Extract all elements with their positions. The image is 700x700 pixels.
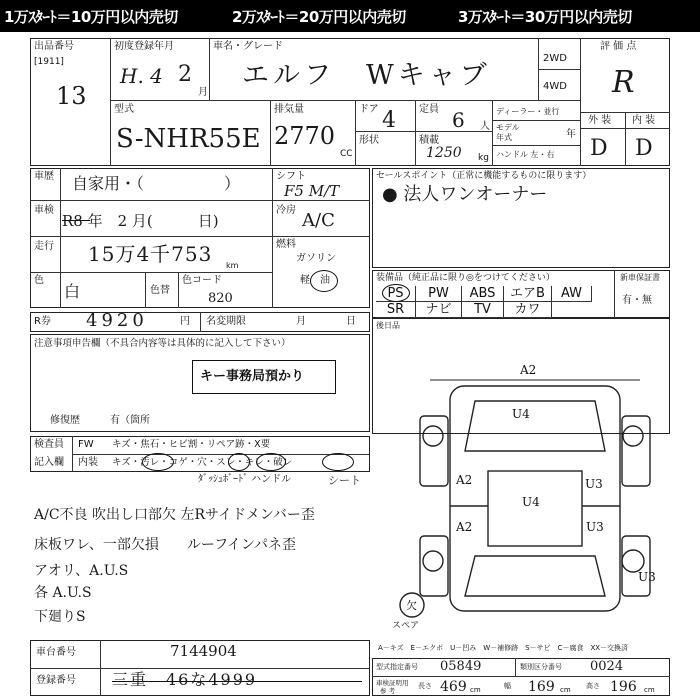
type-cert-label: 型式指定番号 [376, 663, 418, 671]
lot-code: [1911] [34, 57, 64, 67]
interior-score: D [635, 136, 653, 161]
aftermarket-label: 後日品 [376, 321, 400, 330]
inspection-strikethrough [62, 220, 90, 221]
model-code-label: 型式 [114, 104, 134, 115]
first-registration-era: H. 4 [120, 64, 163, 88]
first-registration-label: 初度登録年月 [114, 41, 174, 52]
sales-point-block [372, 168, 670, 268]
drive-4wd: 4WD [543, 81, 567, 92]
inspector-label-1: 検査員 [34, 439, 64, 450]
width-label: 幅 [504, 682, 511, 690]
mileage-label: 走行 [34, 241, 54, 252]
equipment-item: AW [552, 286, 592, 302]
notes-label: 注意事項申告欄（不具合内容等は具体的に記入して下さい） [34, 338, 291, 349]
month-unit: 月 [198, 87, 208, 98]
width-unit: cm [560, 686, 571, 694]
mileage-value: 15万4千753 [88, 242, 213, 266]
height-unit: cm [644, 686, 655, 694]
model-code-value: S-NHR55E [116, 124, 261, 154]
name-change-month: 月 [296, 316, 306, 327]
equipment-item: TV [462, 302, 504, 318]
equipment-item: カワ [504, 302, 552, 318]
evaluation-score: R [612, 65, 635, 100]
ac-value: A/C [302, 210, 335, 231]
diagram-mark-5: U3 [586, 520, 604, 534]
color-code-label: 色コード [182, 275, 222, 286]
inspector-sub-seat: シート [328, 474, 361, 487]
chassis-number-value: 7144904 [170, 642, 237, 660]
repair-history-value: 有（箇所 [110, 415, 150, 426]
history-value: 自家用・（ ） [72, 174, 241, 193]
warranty-label: 新車保証書 [620, 273, 660, 282]
equipment-item: ABS [462, 286, 504, 302]
remark-line: 各 A.U.S [34, 585, 92, 601]
height-value: 196 [610, 679, 637, 695]
capacity-value: 6 [452, 108, 465, 132]
class-label: 類別区分番号 [520, 663, 562, 671]
warranty-value: 有・無 [622, 295, 652, 306]
certificate-ref-label-2: 参 考 [380, 687, 396, 695]
capacity-label: 定員 [419, 104, 439, 115]
displacement-value: 2770 [274, 122, 336, 150]
diagram-mark-top: A2 [520, 363, 537, 377]
remark-line: アオリ、A.U.S [34, 563, 129, 579]
lot-number-label: 出品番号 [34, 41, 74, 52]
key-stamp-text: キー事務局預かり [200, 369, 305, 384]
type-cert-value: 05849 [440, 659, 482, 674]
ac-label: 冷房 [276, 205, 296, 216]
equipment-item: PW [416, 286, 462, 302]
equipment-item: ナビ [416, 302, 462, 318]
circle-wear [256, 453, 286, 471]
wheel-mark-rr [622, 550, 644, 572]
equipment-item: PS [376, 286, 416, 302]
spare-label: スペア [392, 621, 420, 631]
shift-value: F5 M/T [284, 182, 340, 200]
exterior-label: 外 装 [588, 115, 612, 126]
inspector-label-2: 記入欄 [34, 457, 64, 468]
exterior-score: D [590, 136, 608, 161]
damage-legend: A－キズ E－エクボ U－凹み W－補修跡 S－サビ C－腐食 XX－交換済 [378, 644, 629, 652]
width-value: 169 [528, 679, 555, 695]
circle-stain [142, 453, 174, 471]
chassis-number-label: 車台番号 [36, 647, 76, 658]
doors-label: ドア [359, 104, 379, 115]
inspection-label: 車検 [34, 205, 54, 216]
inspector-fw-row: キズ・焦石・ヒビ割・リペア跡・X要 [112, 439, 271, 450]
doors-value: 4 [382, 108, 396, 133]
circle-tear [322, 453, 354, 471]
remark-line: 床板ワレ、一部欠損 ルーフインパネ歪 [34, 537, 296, 553]
fuel-label: 燃料 [276, 239, 296, 250]
repair-history-label: 修復歴 [50, 415, 80, 426]
diagram-mark-0: U4 [512, 407, 530, 421]
load-capacity-value: 1250 [426, 145, 462, 161]
remark-line: 下廻りS [34, 609, 86, 625]
model-year-label: モデル [496, 123, 520, 132]
lot-number: 13 [56, 82, 87, 110]
registration-number-label: 登録番号 [36, 675, 76, 686]
recycle-yen: 円 [180, 316, 190, 327]
equipment-item: エアB [504, 286, 552, 302]
wheel-mark-rl [423, 551, 443, 571]
recycle-label: R券 [34, 316, 51, 327]
length-unit: cm [470, 686, 481, 694]
equipment-label: 装備品（純正品に限り◎をつけてください） [376, 273, 555, 283]
handle-label: ハンドル 左・右 [496, 150, 555, 159]
displacement-label: 排気量 [274, 104, 304, 115]
load-capacity-unit: kg [478, 153, 489, 163]
wheel-mark-fl [423, 426, 443, 446]
fuel-diesel-circle [310, 270, 338, 292]
body-shape-label: 形状 [359, 135, 379, 146]
equipment-item: SR [376, 302, 416, 318]
circle-hole [228, 453, 250, 471]
inspector-interior-head: 内装 [78, 457, 98, 468]
remark-line: A/C不良 吹出し口部欠 左Rサイドメンバー歪 [34, 507, 315, 523]
model-year-label-2: 年式 [496, 133, 512, 142]
color-swap-label: 色替 [150, 285, 170, 296]
dealer-label: ディーラー・並行 [496, 107, 560, 116]
class-value: 0024 [590, 659, 624, 674]
car-name-label: 車名・グレード [213, 41, 283, 52]
rear-right-wheel [622, 536, 650, 596]
diagram-mark-4: A2 [456, 520, 473, 534]
color-code-value: 820 [208, 291, 233, 306]
length-label: 長さ [418, 682, 432, 690]
registration-number-value: 三重 46な4999 [112, 670, 258, 689]
mileage-unit: km [226, 261, 239, 270]
name-change-day: 日 [346, 316, 356, 327]
inspector-fw-head: FW [78, 439, 94, 450]
diagram-mark-3: U3 [585, 477, 603, 491]
drive-2wd: 2WD [543, 53, 567, 64]
color-value: 白 [64, 282, 81, 301]
diagram-mark-6: U3 [638, 570, 656, 584]
car-name-value: エルフ Wキャブ [242, 60, 491, 91]
year-unit: 年 [566, 129, 576, 140]
rear-window [465, 556, 605, 596]
inspector-sub-dash-handle: ﾀﾞｯｼｭﾎﾞｰﾄﾞ ハンドル [198, 474, 292, 485]
registration-strikethrough [112, 681, 362, 682]
color-label: 色 [34, 275, 44, 286]
height-label: 高さ [586, 682, 600, 690]
interior-label: 内 装 [632, 115, 656, 126]
certificate-ref-label: 車検証明用 [376, 679, 409, 687]
inspection-value: R8 年 2 月( 日) [62, 212, 219, 230]
inspector-interior-row: キズ・汚レ・コゲ・穴・スレ・キレ・破レ [112, 457, 293, 468]
banner-tier2: 2万ｽﾀｰﾄ＝20万円以内売切 [232, 8, 406, 26]
fuel-diesel: 軽 油 [300, 275, 330, 286]
diagram-mark-2: U4 [522, 495, 540, 509]
wheel-mark-fr [623, 426, 643, 446]
shift-label: シフト [276, 171, 306, 182]
price-banner [0, 0, 700, 32]
capacity-unit: 人 [480, 121, 490, 132]
fuel-gasoline: ガソリン [296, 253, 336, 264]
banner-tier1: 1万ｽﾀｰﾄ＝10万円以内売切 [4, 8, 178, 26]
diagram-mark-1: A2 [456, 473, 473, 487]
banner-tier3: 3万ｽﾀｰﾄ＝30万円以内売切 [458, 8, 632, 26]
first-registration-month: 2 [178, 62, 192, 87]
recycle-value: 4920 [86, 310, 148, 331]
windshield [465, 401, 605, 451]
length-value: 469 [440, 679, 467, 695]
name-change-label: 名変期限 [206, 316, 246, 327]
spare-mark: 欠 [406, 599, 417, 612]
evaluation-label: 評 価 点 [600, 41, 637, 52]
equipment-ps-circle [382, 284, 410, 302]
sales-point-value: ● 法人ワンオーナー [382, 184, 548, 205]
load-capacity-label: 積載 [419, 135, 439, 146]
sales-point-label: セールスポイント（正常に機能するものに限ります） [376, 171, 592, 181]
history-label: 車歴 [34, 171, 54, 182]
vehicle-diagram [392, 356, 680, 636]
displacement-unit: CC [340, 149, 353, 159]
